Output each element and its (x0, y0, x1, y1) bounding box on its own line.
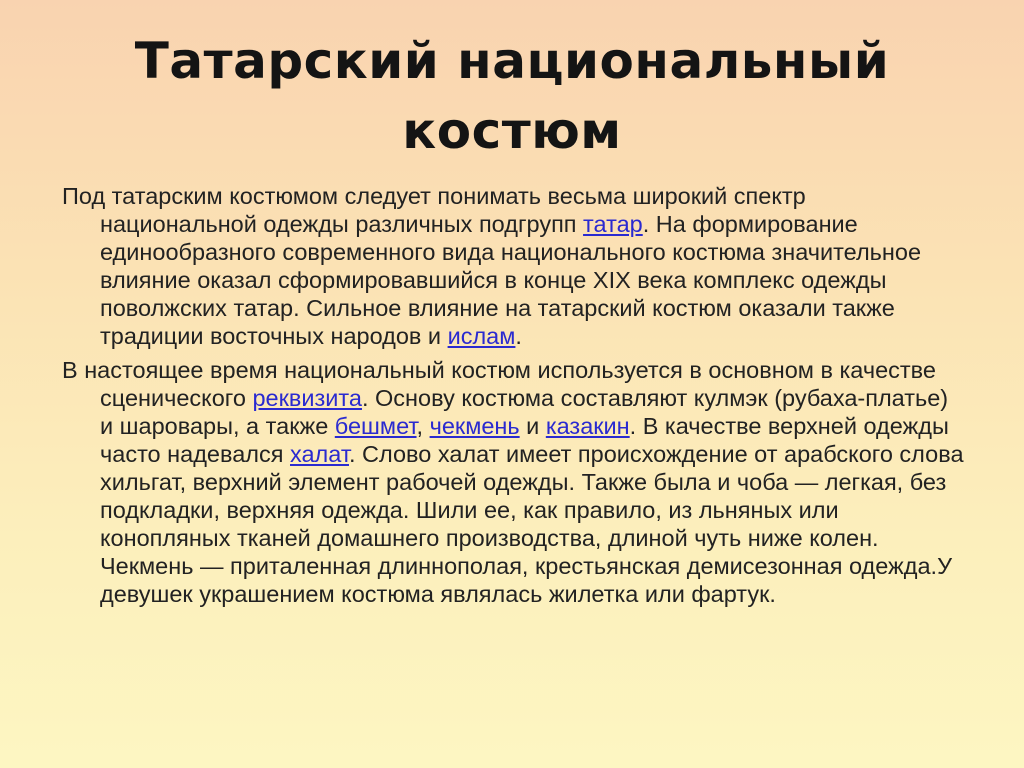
link-chekmen[interactable]: чекмень (429, 413, 520, 439)
link-halat[interactable]: халат (290, 441, 349, 467)
link-islam[interactable]: ислам (447, 323, 516, 349)
paragraph-1-text-2: . На формирование единообразного современного вида национального костюма значительное влияние оказал сформировавшийся в конце XIX века комплекс одежды поволжских татар. Сильное влияние на татарский костюм оказали также традиции восточных народов и (100, 211, 922, 349)
slide-body (62, 182, 967, 614)
link-tatar[interactable]: татар (583, 211, 643, 237)
paragraph-2-text-2: . Основу костюма составляют кулмэк (рубаха-платье) и шаровары, а также (100, 385, 949, 439)
paragraph-2-text-1: В настоящее время национальный костюм используется в основном в качестве сценического (62, 357, 936, 411)
slide-title (60, 26, 964, 166)
paragraph-1-text-3: . (515, 323, 522, 349)
paragraph-2-text-6: . Слово халат имеет происхождение от арабского слова хильгат, верхний элемент рабочей одежды. Также была и чоба — легкая, без подкладки, верхняя одежда. Шили ее, как правило, из льняных или конопляных тканей домашнего производства, длиной чуть ниже колен. Чекмень — приталенная длиннополая, крестьянская демисезонная одежда.У девушек украшением костюма являлась жилетка или фартук. (100, 441, 964, 607)
paragraph-1 (62, 182, 967, 350)
link-rekvizit[interactable]: реквизита (252, 385, 362, 411)
paragraph-1-text-1: Под татарским костюмом следует понимать весьма широкий спектр национальной одежды различных подгрупп (62, 183, 806, 237)
paragraph-2-text-5: . В качестве верхней одежды часто надевался (100, 413, 949, 467)
title-line-2: костюм (402, 102, 622, 160)
link-beshmet[interactable]: бешмет (334, 413, 417, 439)
title-line-1: Татарский национальный (134, 32, 890, 90)
link-kazakin[interactable]: казакин (545, 413, 630, 439)
paragraph-2-text-3: , (416, 413, 430, 439)
paragraph-2-text-4: и (519, 413, 546, 439)
paragraph-2 (62, 356, 967, 608)
